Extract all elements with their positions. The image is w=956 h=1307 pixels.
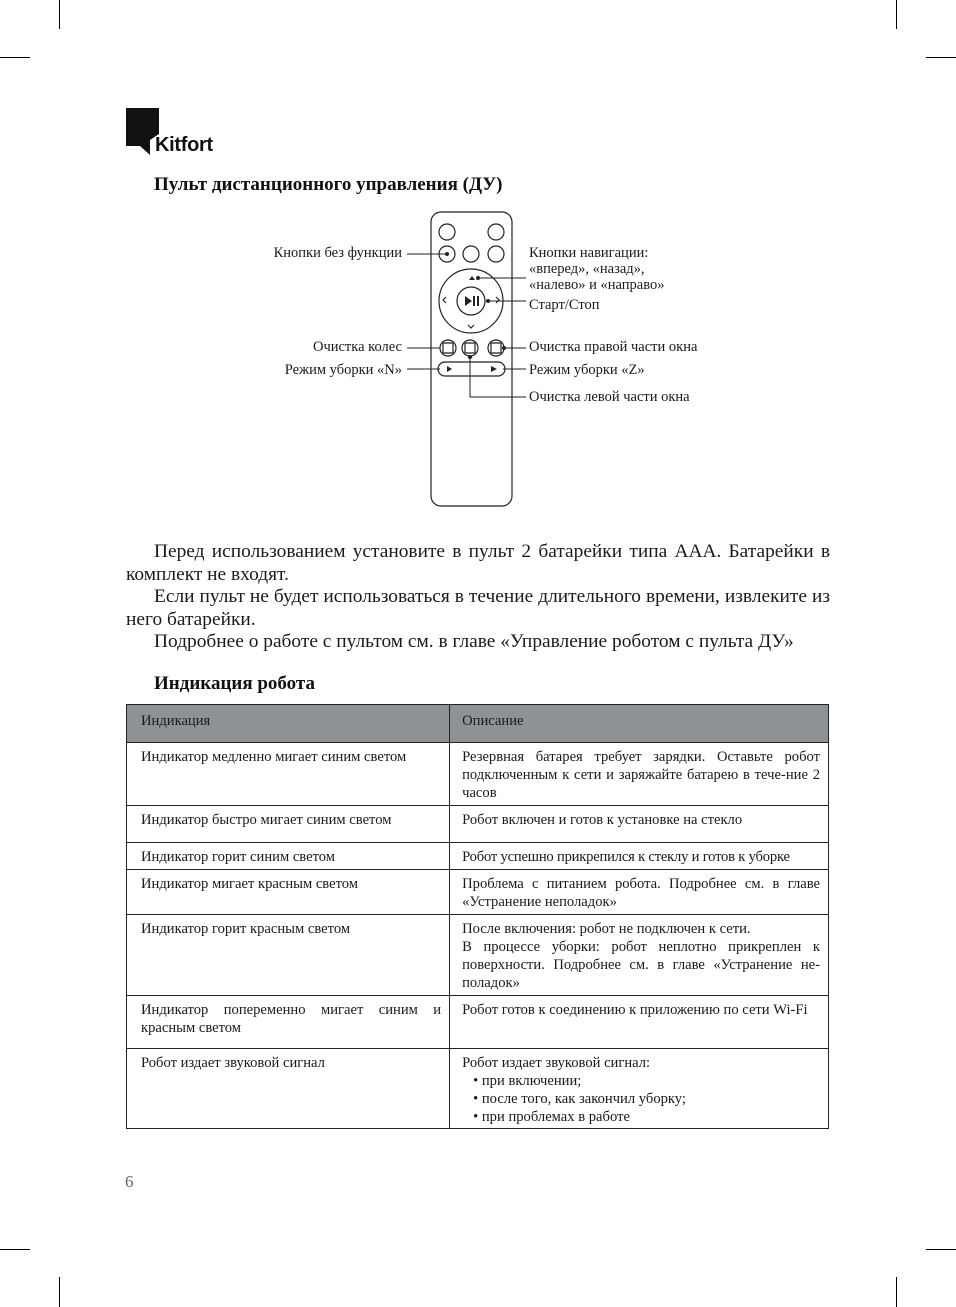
bullet-item: • при включении; xyxy=(473,1072,820,1090)
body-text xyxy=(126,541,830,654)
table-row xyxy=(127,843,829,870)
brand-name: Kitfort xyxy=(155,134,213,156)
label-right-window: Очистка правой части окна xyxy=(529,339,698,355)
description-cell xyxy=(450,1049,829,1129)
label-mode-n: Режим уборки «N» xyxy=(284,362,402,378)
table-row xyxy=(127,743,829,806)
description-cell xyxy=(450,915,829,996)
description-line: Робот издает звуковой сигнал: xyxy=(462,1055,651,1071)
indication-section-title: Индикация робота xyxy=(154,673,315,694)
description-line: В процессе уборки: робот неплотно прикреплен к поверхности. Подробнее см. в главе «Устранение не-поладок» xyxy=(462,939,820,991)
crop-mark xyxy=(59,1277,60,1307)
column-header: Описание xyxy=(450,705,829,743)
page-number: 6 xyxy=(125,1172,134,1191)
table-row xyxy=(127,806,829,843)
description-cell: Проблема с питанием робота. Подробнее см. в главе «Устранение неполадок» xyxy=(450,870,829,915)
no-function-button xyxy=(488,246,504,262)
indication-cell: Индикатор быстро мигает синим светом xyxy=(127,806,450,843)
bullet-item: • после того, как закончил уборку; xyxy=(473,1090,820,1108)
label-no-function: Кнопки без функции xyxy=(273,245,402,261)
paragraph: Если пульт не будет использоваться в течение длительного времени, извлеките из него батарейки. xyxy=(126,586,830,630)
indication-cell: Индикатор горит красным светом xyxy=(127,915,450,996)
crop-mark xyxy=(0,1249,30,1250)
remote-section-title: Пульт дистанционного управления (ДУ) xyxy=(154,174,503,195)
paragraph: Перед использованием установите в пульт 2 батарейки типа ААА. Батарейки в комплект не входят. xyxy=(126,541,830,585)
remote-top-button xyxy=(488,224,504,240)
column-header: Индикация xyxy=(127,705,450,743)
crop-mark xyxy=(896,1277,897,1307)
bullet-list xyxy=(462,1072,820,1126)
table-row xyxy=(127,996,829,1049)
table-row xyxy=(127,1049,829,1129)
label-nav-line2: «вперед», «назад», xyxy=(529,261,645,277)
description-cell: Робот успешно прикрепился к стеклу и готов к уборке xyxy=(450,843,829,870)
label-mode-z: Режим уборки «Z» xyxy=(529,362,645,378)
remote-top-button xyxy=(439,224,455,240)
remote-control-diagram xyxy=(0,0,956,520)
indication-cell: Индикатор горит синим светом xyxy=(127,843,450,870)
label-nav-line1: Кнопки навигации: xyxy=(529,245,649,261)
description-line: После включения: робот не подключен к сети. xyxy=(462,921,751,937)
indication-cell: Индикатор попеременно мигает синим и красным светом xyxy=(127,996,450,1049)
table-header-row xyxy=(127,705,829,743)
indication-cell: Индикатор мигает красным светом xyxy=(127,870,450,915)
indication-cell: Индикатор медленно мигает синим светом xyxy=(127,743,450,806)
paragraph: Подробнее о работе с пультом см. в главе «Управление роботом с пульта ДУ» xyxy=(154,631,794,652)
label-start-stop: Старт/Стоп xyxy=(529,297,600,313)
label-wheel-clean: Очистка колес xyxy=(312,339,402,355)
description-cell: Робот включен и готов к установке на стекло xyxy=(450,806,829,843)
label-left-window: Очистка левой части окна xyxy=(529,389,690,405)
remote-body xyxy=(431,212,512,506)
bullet-item: • при проблемах в работе xyxy=(473,1108,820,1126)
label-nav-line3: «налево» и «направо» xyxy=(529,277,665,293)
no-function-button xyxy=(463,246,479,262)
table-row xyxy=(127,870,829,915)
table-row xyxy=(127,915,829,996)
crop-mark xyxy=(926,1249,956,1250)
indication-cell: Робот издает звуковой сигнал xyxy=(127,1049,450,1129)
description-cell: Робот готов к соединению к приложению по сети Wi-Fi xyxy=(450,996,829,1049)
indication-table xyxy=(126,704,829,1129)
description-cell: Резервная батарея требует зарядки. Оставьте робот подключенным к сети и заряжайте батарею в тече-ние 2 часов xyxy=(450,743,829,806)
